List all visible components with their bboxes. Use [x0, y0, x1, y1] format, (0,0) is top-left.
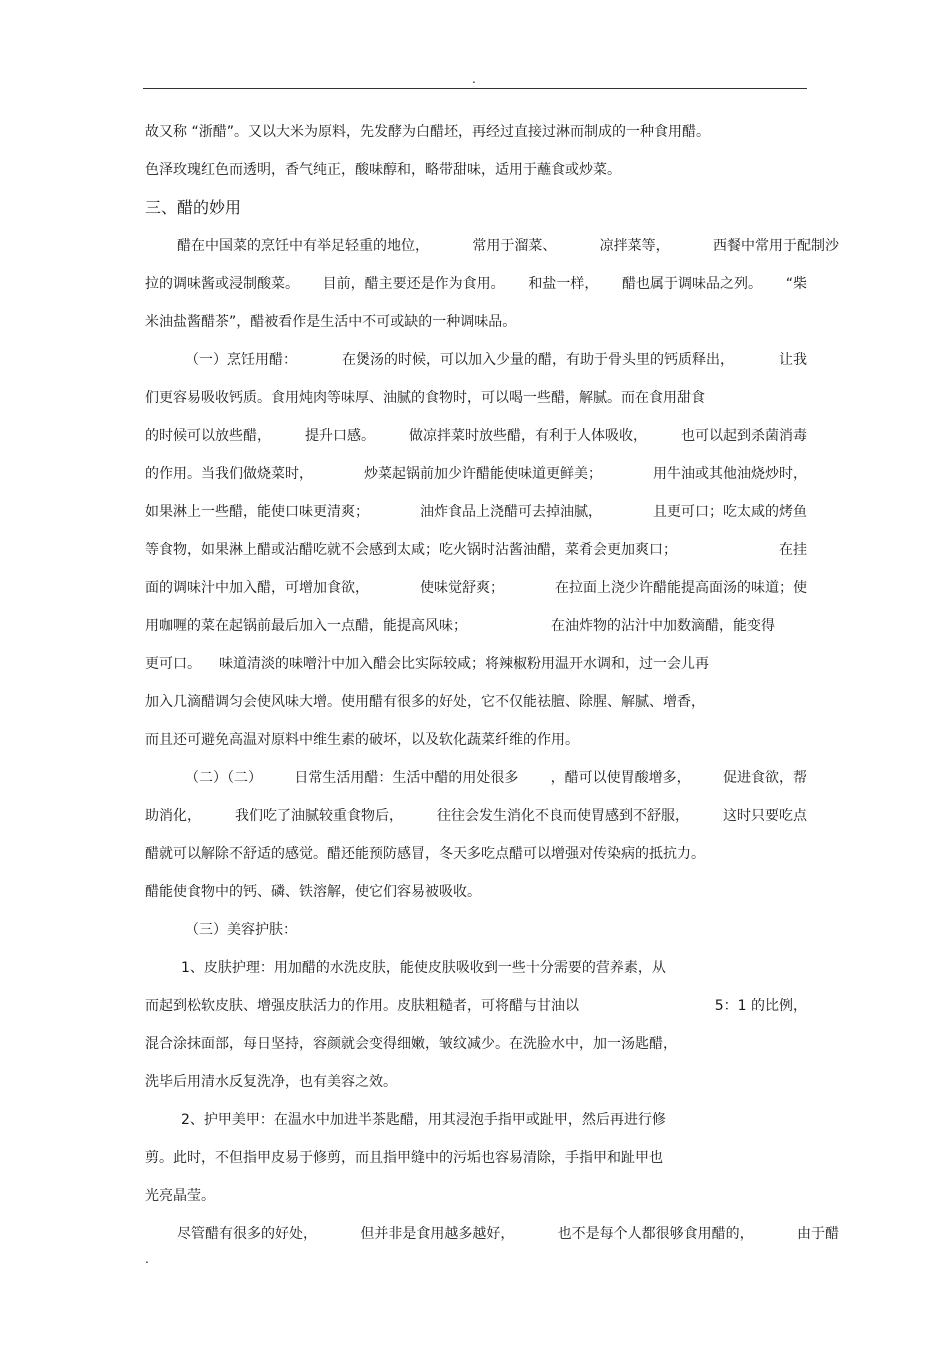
text-run: 面的调味汁中加入醋，可增加食欲，: [145, 580, 369, 596]
text-run: 由于醋: [796, 1226, 839, 1242]
text-run: 凉拌菜等，: [599, 238, 670, 254]
text-run: 助消化，: [145, 808, 201, 824]
text-run: 醋能使食物中的钙、磷、铁溶解，使它们容易被吸收。: [145, 884, 481, 900]
paragraph-line: [145, 768, 807, 788]
text-run: 促进食欲，帮: [722, 770, 807, 786]
paragraph-line: [145, 654, 807, 674]
text-run: 日常生活用醋：生活中醋的用处很多: [294, 770, 519, 786]
text-run: 们更容易吸收钙质。食用炖肉等味厚、油腻的食物时，可以喝一些醋，解腻。而在食用甜食: [145, 390, 705, 406]
text-run: 且更可口；吃太咸的烤鱼: [653, 504, 807, 520]
subsection-heading: [145, 920, 847, 940]
paragraph-line: [145, 996, 807, 1016]
text-run: 剪。此时，不但指甲皮易于修剪，而且指甲缝中的污垢也容易清除，手指甲和趾甲也: [145, 1150, 663, 1166]
text-run: ，醋可以使胃酸增多，: [550, 770, 691, 786]
text-run: 目前，醋主要还是作为食用。: [322, 276, 505, 292]
paragraph-line: [145, 616, 775, 636]
text-run: 故又称 “浙醋”。又以大米为原料，先发酵为白醋坯，再经过直接过淋而制成的一种食用醋。: [145, 124, 710, 140]
text-run: 用咖喱的菜在起锅前最后加入一点醋，能提高风味；: [145, 618, 467, 634]
paragraph-line: [145, 958, 843, 978]
header-mark: .: [472, 72, 476, 86]
footer-mark: .: [145, 1252, 149, 1266]
paragraph-line: [145, 806, 807, 826]
text-run: 洗毕后用清水反复洗净，也有美容之效。: [145, 1074, 397, 1090]
text-run: 如果淋上一些醋，能使口味更清爽；: [145, 504, 369, 520]
text-run: 西餐中常用于配制沙: [712, 238, 839, 254]
paragraph-line: [145, 1110, 843, 1130]
paragraph-line: [145, 1148, 807, 1168]
paragraph-line: [145, 1186, 807, 1206]
text-run: 油炸食品上浇醋可去掉油腻，: [420, 504, 602, 520]
text-run: 光亮晶莹。: [145, 1188, 215, 1204]
text-run: 而起到松软皮肤、增强皮肤活力的作用。皮肤粗糙者，可将醋与甘油以: [145, 998, 579, 1014]
paragraph-line: [145, 540, 807, 560]
section-heading: [145, 198, 807, 218]
text-run: 在拉面上浇少许醋能提高面汤的味道；使: [555, 580, 807, 596]
text-run: 使味觉舒爽；: [420, 580, 504, 596]
paragraph-line: [145, 578, 807, 598]
paragraph-line: [145, 464, 807, 484]
text-run: （二）（二）: [185, 770, 262, 786]
paragraph-line: [145, 236, 839, 256]
paragraph-line: [145, 160, 807, 180]
text-run: 炒菜起锅前加少许醋能使味道更鲜美；: [364, 466, 602, 482]
text-run: 味道清淡的味噌汁中加入醋会比实际较咸；将辣椒粉用温开水调和，过一会儿再: [219, 656, 709, 672]
text-run: 拉的调味酱或浸制酸菜。: [145, 276, 299, 292]
text-run: 1、皮肤护理：用加醋的水洗皮肤，能使皮肤吸收到一些十分需要的营养素，从: [181, 960, 666, 976]
text-run: 但并非是食用越多越好，: [360, 1226, 515, 1242]
text-run: 等食物，如果淋上醋或沾醋吃就不会感到太咸；吃火锅时沾酱油醋，菜肴会更加爽口；: [145, 542, 677, 558]
text-run: 这时只要吃点: [723, 808, 807, 824]
text-run: 做凉拌菜时放些醋，有利于人体吸收，: [409, 428, 647, 444]
text-run: 加入几滴醋调匀会使风味大增。使用醋有很多的好处，它不仅能祛膻、除腥、解腻、增香，: [145, 694, 705, 710]
paragraph-line: [145, 882, 807, 902]
text-run: 我们吃了油腻较重食物后，: [235, 808, 403, 824]
text-run: 和盐一样，: [528, 276, 599, 292]
text-run: 混合涂抹面部，每日坚持，容颜就会变得细嫩，皱纹减少。在洗脸水中，加一汤匙醋，: [145, 1036, 677, 1052]
paragraph-line: [145, 730, 807, 750]
text-run: 更可口。: [145, 656, 201, 672]
text-run: “柴: [785, 276, 807, 292]
text-run: 提升口感。: [305, 428, 375, 444]
text-run: （三）美容护肤：: [185, 922, 297, 938]
text-run: 醋也属于调味品之列。: [622, 276, 763, 292]
paragraph-line: [145, 350, 807, 370]
text-run: 醋就可以解除不舒适的感觉。醋还能预防感冒，冬天多吃点醋可以增强对传染病的抵抗力。: [145, 846, 705, 862]
paragraph-line: [145, 312, 807, 332]
text-run: 的作用。当我们做烧菜时，: [145, 466, 313, 482]
paragraph-line: [145, 1072, 807, 1092]
text-run: 色泽玫瑰红色而透明，香气纯正，酸味醇和，略带甜味，适用于蘸食或炒菜。: [145, 162, 621, 178]
paragraph-line: [145, 388, 807, 408]
text-run: 往往会发生消化不良而使胃感到不舒服，: [437, 808, 689, 824]
text-run: 米油盐酱醋茶”，醋被看作是生活中不可或缺的一种调味品。: [145, 314, 517, 330]
text-run: 醋在中国菜的烹饪中有举足轻重的地位，: [177, 238, 429, 254]
paragraph-line: [145, 274, 807, 294]
paragraph-line: [145, 1224, 839, 1244]
text-run: 也不是每个人都很够食用醋的，: [557, 1226, 754, 1242]
text-run: 用牛油或其他油烧炒时，: [653, 466, 807, 482]
paragraph-line: [145, 426, 807, 446]
text-run: 也可以起到杀菌消毒: [681, 428, 807, 444]
text-run: 在挂: [779, 542, 807, 558]
text-run: 常用于溜菜、: [472, 238, 557, 254]
paragraph-line: [145, 692, 807, 712]
text-run: 5：1 的比例，: [714, 998, 807, 1014]
text-run: 在煲汤的时候，可以加入少量的醋，有助于骨头里的钙质释出，: [342, 352, 734, 368]
text-run: （一）烹饪用醋：: [185, 352, 297, 368]
header-rule: [143, 88, 807, 89]
paragraph-line: [145, 122, 807, 142]
text-run: 在油炸物的沾汁中加数滴醋，能变得: [551, 618, 775, 634]
text-run: 尽管醋有很多的好处，: [177, 1226, 317, 1242]
text-run: 三、醋的妙用: [145, 198, 242, 217]
paragraph-line: [145, 844, 807, 864]
text-run: 让我: [779, 352, 807, 368]
text-run: 2、护甲美甲：在温水中加进半茶匙醋，用其浸泡手指甲或趾甲，然后再进行修: [181, 1112, 666, 1128]
paragraph-line: [145, 502, 807, 522]
text-run: 的时候可以放些醋，: [145, 428, 271, 444]
paragraph-line: [145, 1034, 807, 1054]
text-run: 而且还可避免高温对原料中维生素的破坏，以及软化蔬菜纤维的作用。: [145, 732, 579, 748]
